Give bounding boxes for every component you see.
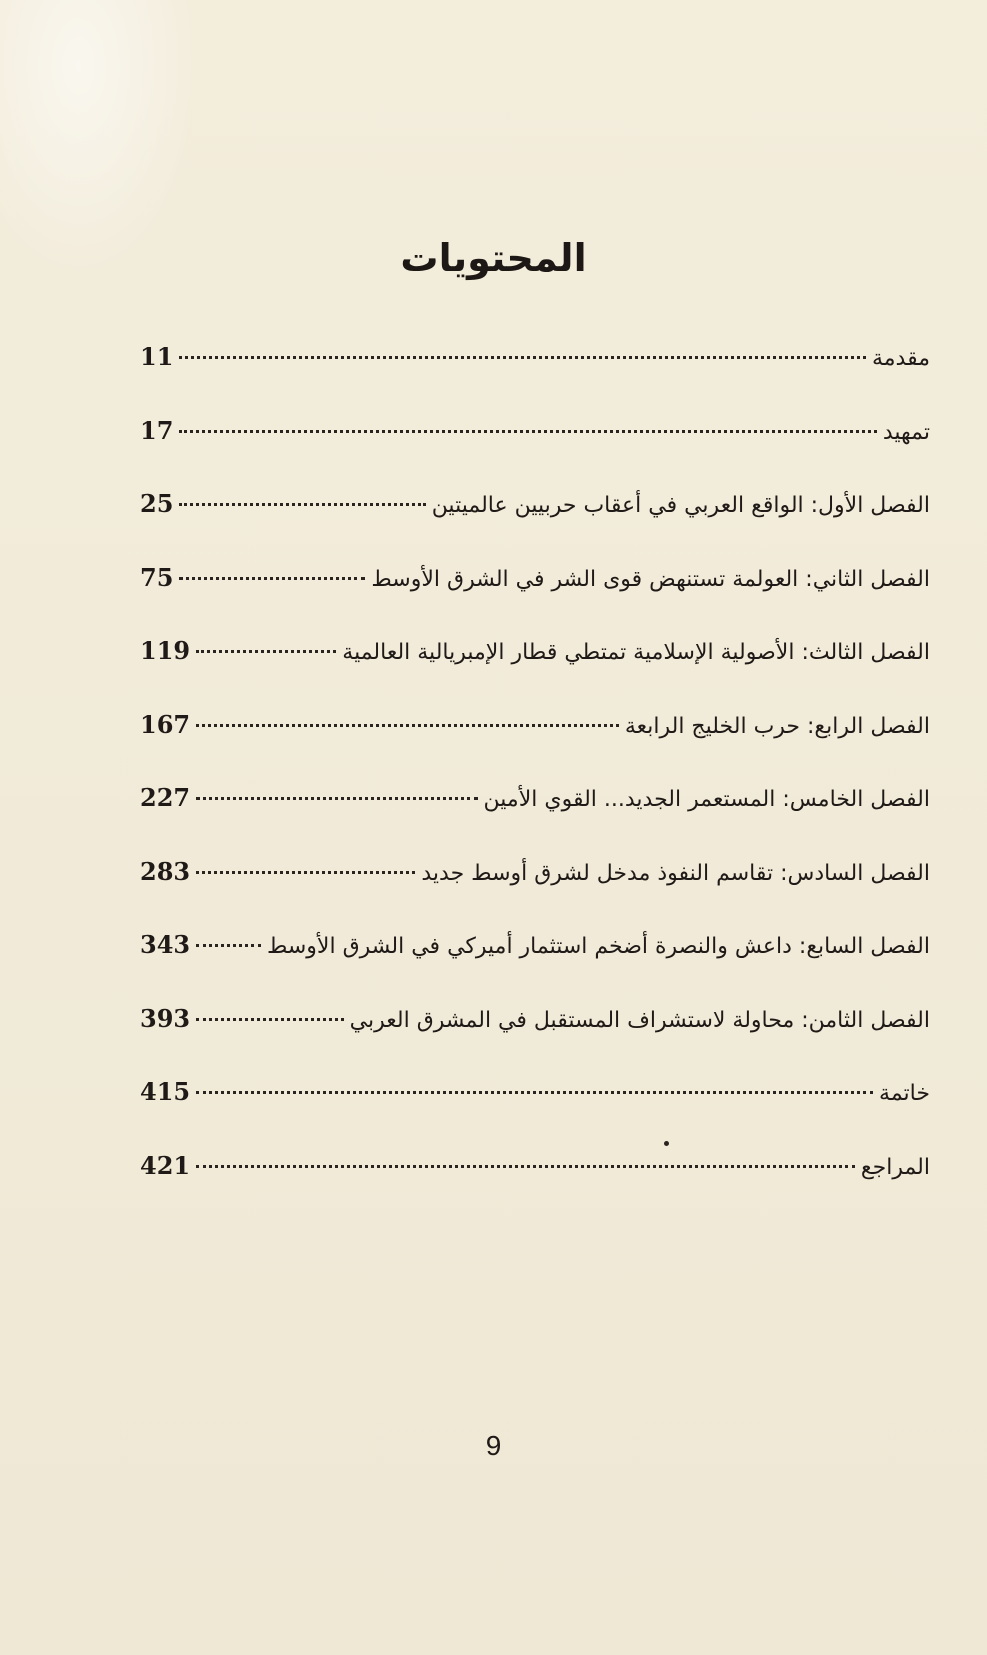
toc-entry-title: الفصل الثامن: محاولة لاستشراف المستقبل في المشرق العربي (349, 1007, 930, 1033)
dot-leader (179, 503, 425, 506)
dot-leader (179, 356, 866, 359)
toc-entry (140, 1146, 930, 1220)
toc-entry-title: المراجع (860, 1154, 930, 1180)
toc-entry-title: خاتمة (879, 1081, 930, 1106)
toc-entry (140, 925, 930, 999)
toc-entry-page: 11 (140, 342, 174, 371)
dot-leader (196, 944, 261, 947)
toc-entry-page: 343 (140, 930, 191, 959)
ink-speck (664, 1141, 669, 1146)
toc-entry-title: مقدمة (871, 346, 930, 371)
page-title: المحتويات (400, 236, 587, 280)
toc-entry (140, 999, 930, 1073)
toc-entry-page: 75 (140, 562, 174, 592)
dot-leader (196, 797, 477, 800)
toc-entry-page: 393 (140, 1003, 191, 1033)
toc-entry-title: الفصل الخامس: المستعمر الجديد... القوي الأمين (483, 787, 930, 812)
toc-entry (140, 337, 930, 411)
toc-entry-page: 25 (140, 489, 174, 518)
toc-entry-title: الفصل الثالث: الأصولية الإسلامية تمتطي قطار الإمبريالية العالمية (342, 640, 930, 665)
toc-entry (140, 484, 930, 558)
toc-entry-page: 119 (140, 636, 191, 665)
toc-entry-page: 227 (140, 783, 191, 812)
toc-entry (140, 778, 930, 852)
dot-leader (196, 1091, 873, 1094)
toc-entry-title: الفصل الأول: الواقع العربي في أعقاب حربيين عالميتين (431, 493, 930, 518)
toc-entry-title: تمهيد (882, 419, 930, 445)
toc-entry (140, 852, 930, 926)
dot-leader (179, 430, 876, 433)
dot-leader (196, 650, 336, 653)
toc-entry-title: الفصل الثاني: العولمة تستنهض قوى الشر في الشرق الأوسط (371, 566, 930, 592)
toc-entry-page: 17 (140, 415, 174, 445)
toc-entry (140, 1072, 930, 1146)
toc-entry (140, 631, 930, 705)
toc-entry-page: 421 (140, 1150, 191, 1180)
toc-entry (140, 705, 930, 779)
toc-entry-page: 415 (140, 1077, 191, 1106)
dot-leader (196, 724, 619, 727)
toc-entry-title: الفصل السابع: داعش والنصرة أضخم استثمار أميركي في الشرق الأوسط (266, 934, 930, 959)
toc-entry (140, 558, 930, 632)
dot-leader (196, 871, 415, 874)
toc-entry-title: الفصل الرابع: حرب الخليج الرابعة (624, 713, 930, 739)
dot-leader (196, 1165, 855, 1168)
toc-entry-title: الفصل السادس: تقاسم النفوذ مدخل لشرق أوسط جديد (421, 860, 930, 886)
table-of-contents (140, 337, 930, 1219)
toc-entry-page: 167 (140, 709, 191, 739)
dot-leader (196, 1018, 344, 1021)
page-number: 9 (485, 1430, 502, 1461)
dot-leader (179, 577, 365, 580)
toc-entry-page: 283 (140, 856, 191, 886)
toc-entry (140, 411, 930, 485)
